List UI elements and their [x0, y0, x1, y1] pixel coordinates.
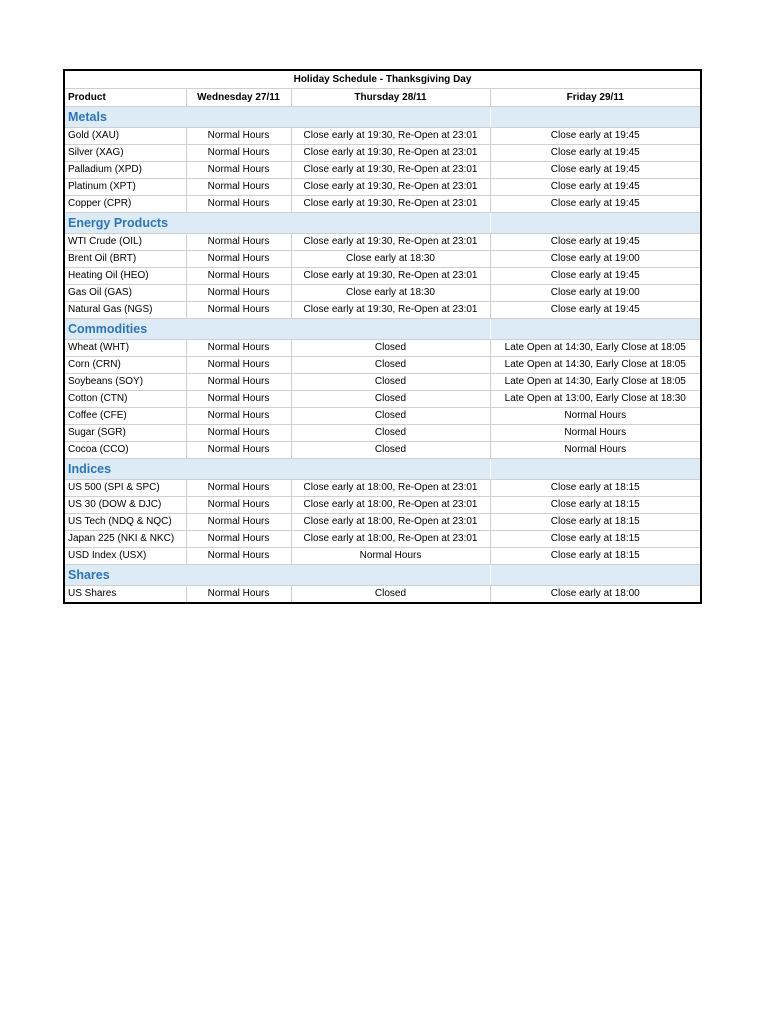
wednesday-cell: Normal Hours — [186, 162, 291, 179]
thursday-cell: Close early at 19:30, Re-Open at 23:01 — [291, 196, 490, 213]
thursday-cell: Close early at 18:00, Re-Open at 23:01 — [291, 531, 490, 548]
product-cell: Brent Oil (BRT) — [64, 251, 186, 268]
product-cell: Palladium (XPD) — [64, 162, 186, 179]
table-row — [64, 128, 701, 145]
wednesday-cell: Normal Hours — [186, 234, 291, 251]
thursday-cell: Closed — [291, 408, 490, 425]
product-cell: Cotton (CTN) — [64, 391, 186, 408]
section-filler-cell — [490, 565, 701, 586]
wednesday-cell: Normal Hours — [186, 480, 291, 497]
wednesday-cell: Normal Hours — [186, 128, 291, 145]
table-row — [64, 162, 701, 179]
product-cell: Cocoa (CCO) — [64, 442, 186, 459]
wednesday-cell: Normal Hours — [186, 302, 291, 319]
title-row — [64, 70, 701, 89]
column-header-row — [64, 89, 701, 107]
wednesday-cell: Normal Hours — [186, 374, 291, 391]
table-row — [64, 480, 701, 497]
friday-cell: Close early at 19:45 — [490, 196, 701, 213]
table-row — [64, 234, 701, 251]
friday-cell: Close early at 19:45 — [490, 128, 701, 145]
column-header-product: Product — [64, 89, 186, 107]
wednesday-cell: Normal Hours — [186, 391, 291, 408]
table-row — [64, 251, 701, 268]
wednesday-cell: Normal Hours — [186, 408, 291, 425]
friday-cell: Close early at 18:15 — [490, 480, 701, 497]
product-cell: Wheat (WHT) — [64, 340, 186, 357]
section-header-row — [64, 213, 701, 234]
column-header-friday: Friday 29/11 — [490, 89, 701, 107]
section-filler-cell — [490, 213, 701, 234]
product-cell: WTI Crude (OIL) — [64, 234, 186, 251]
friday-cell: Late Open at 14:30, Early Close at 18:05 — [490, 374, 701, 391]
product-cell: Soybeans (SOY) — [64, 374, 186, 391]
thursday-cell: Close early at 18:30 — [291, 251, 490, 268]
product-cell: US 30 (DOW & DJC) — [64, 497, 186, 514]
thursday-cell: Normal Hours — [291, 548, 490, 565]
thursday-cell: Close early at 19:30, Re-Open at 23:01 — [291, 179, 490, 196]
friday-cell: Close early at 19:45 — [490, 179, 701, 196]
thursday-cell: Close early at 19:30, Re-Open at 23:01 — [291, 162, 490, 179]
product-cell: Gold (XAU) — [64, 128, 186, 145]
table-row — [64, 340, 701, 357]
section-filler-cell — [490, 459, 701, 480]
product-cell: US Tech (NDQ & NQC) — [64, 514, 186, 531]
thursday-cell: Closed — [291, 374, 490, 391]
product-cell: Heating Oil (HEO) — [64, 268, 186, 285]
friday-cell: Close early at 18:15 — [490, 548, 701, 565]
friday-cell: Normal Hours — [490, 442, 701, 459]
friday-cell: Close early at 19:00 — [490, 285, 701, 302]
table-row — [64, 196, 701, 213]
friday-cell: Close early at 18:15 — [490, 514, 701, 531]
thursday-cell: Close early at 18:00, Re-Open at 23:01 — [291, 514, 490, 531]
thursday-cell: Close early at 19:30, Re-Open at 23:01 — [291, 128, 490, 145]
thursday-cell: Close early at 19:30, Re-Open at 23:01 — [291, 145, 490, 162]
wednesday-cell: Normal Hours — [186, 196, 291, 213]
table-row — [64, 145, 701, 162]
section-header-row — [64, 319, 701, 340]
section-header-row — [64, 459, 701, 480]
table-row — [64, 268, 701, 285]
table-row — [64, 586, 701, 604]
holiday-schedule-table — [63, 69, 702, 604]
section-filler-cell — [490, 319, 701, 340]
column-header-thursday: Thursday 28/11 — [291, 89, 490, 107]
wednesday-cell: Normal Hours — [186, 179, 291, 196]
wednesday-cell: Normal Hours — [186, 357, 291, 374]
wednesday-cell: Normal Hours — [186, 340, 291, 357]
thursday-cell: Closed — [291, 442, 490, 459]
thursday-cell: Closed — [291, 391, 490, 408]
friday-cell: Late Open at 13:00, Early Close at 18:30 — [490, 391, 701, 408]
wednesday-cell: Normal Hours — [186, 497, 291, 514]
product-cell: US Shares — [64, 586, 186, 604]
column-header-wednesday: Wednesday 27/11 — [186, 89, 291, 107]
table-row — [64, 514, 701, 531]
thursday-cell: Closed — [291, 357, 490, 374]
product-cell: Corn (CRN) — [64, 357, 186, 374]
product-cell: Japan 225 (NKI & NKC) — [64, 531, 186, 548]
wednesday-cell: Normal Hours — [186, 268, 291, 285]
wednesday-cell: Normal Hours — [186, 586, 291, 604]
section-title: Indices — [64, 459, 490, 480]
section-title: Metals — [64, 107, 490, 128]
table-row — [64, 408, 701, 425]
section-header-row — [64, 565, 701, 586]
product-cell: Coffee (CFE) — [64, 408, 186, 425]
friday-cell: Close early at 19:45 — [490, 234, 701, 251]
thursday-cell: Close early at 18:00, Re-Open at 23:01 — [291, 480, 490, 497]
section-title: Shares — [64, 565, 490, 586]
table-row — [64, 357, 701, 374]
thursday-cell: Close early at 19:30, Re-Open at 23:01 — [291, 268, 490, 285]
thursday-cell: Closed — [291, 340, 490, 357]
thursday-cell: Close early at 18:00, Re-Open at 23:01 — [291, 497, 490, 514]
table-row — [64, 302, 701, 319]
wednesday-cell: Normal Hours — [186, 145, 291, 162]
wednesday-cell: Normal Hours — [186, 285, 291, 302]
product-cell: US 500 (SPI & SPC) — [64, 480, 186, 497]
table-row — [64, 548, 701, 565]
section-title: Energy Products — [64, 213, 490, 234]
friday-cell: Normal Hours — [490, 425, 701, 442]
friday-cell: Close early at 19:45 — [490, 162, 701, 179]
friday-cell: Normal Hours — [490, 408, 701, 425]
wednesday-cell: Normal Hours — [186, 425, 291, 442]
product-cell: Copper (CPR) — [64, 196, 186, 213]
thursday-cell: Close early at 19:30, Re-Open at 23:01 — [291, 234, 490, 251]
friday-cell: Close early at 18:15 — [490, 497, 701, 514]
product-cell: Silver (XAG) — [64, 145, 186, 162]
product-cell: USD Index (USX) — [64, 548, 186, 565]
product-cell: Platinum (XPT) — [64, 179, 186, 196]
table-row — [64, 531, 701, 548]
product-cell: Natural Gas (NGS) — [64, 302, 186, 319]
table-row — [64, 374, 701, 391]
wednesday-cell: Normal Hours — [186, 442, 291, 459]
thursday-cell: Closed — [291, 586, 490, 604]
section-header-row — [64, 107, 701, 128]
thursday-cell: Close early at 19:30, Re-Open at 23:01 — [291, 302, 490, 319]
section-filler-cell — [490, 107, 701, 128]
thursday-cell: Closed — [291, 425, 490, 442]
wednesday-cell: Normal Hours — [186, 531, 291, 548]
friday-cell: Late Open at 14:30, Early Close at 18:05 — [490, 357, 701, 374]
section-title: Commodities — [64, 319, 490, 340]
product-cell: Sugar (SGR) — [64, 425, 186, 442]
thursday-cell: Close early at 18:30 — [291, 285, 490, 302]
table-row — [64, 497, 701, 514]
table-row — [64, 179, 701, 196]
wednesday-cell: Normal Hours — [186, 514, 291, 531]
friday-cell: Close early at 19:45 — [490, 302, 701, 319]
table-row — [64, 391, 701, 408]
friday-cell: Close early at 18:15 — [490, 531, 701, 548]
friday-cell: Close early at 19:45 — [490, 268, 701, 285]
friday-cell: Close early at 19:45 — [490, 145, 701, 162]
table-row — [64, 425, 701, 442]
table-row — [64, 442, 701, 459]
schedule-title: Holiday Schedule - Thanksgiving Day — [64, 70, 701, 89]
table-body — [64, 70, 701, 603]
friday-cell: Close early at 18:00 — [490, 586, 701, 604]
friday-cell: Close early at 19:00 — [490, 251, 701, 268]
wednesday-cell: Normal Hours — [186, 251, 291, 268]
wednesday-cell: Normal Hours — [186, 548, 291, 565]
product-cell: Gas Oil (GAS) — [64, 285, 186, 302]
friday-cell: Late Open at 14:30, Early Close at 18:05 — [490, 340, 701, 357]
table-row — [64, 285, 701, 302]
